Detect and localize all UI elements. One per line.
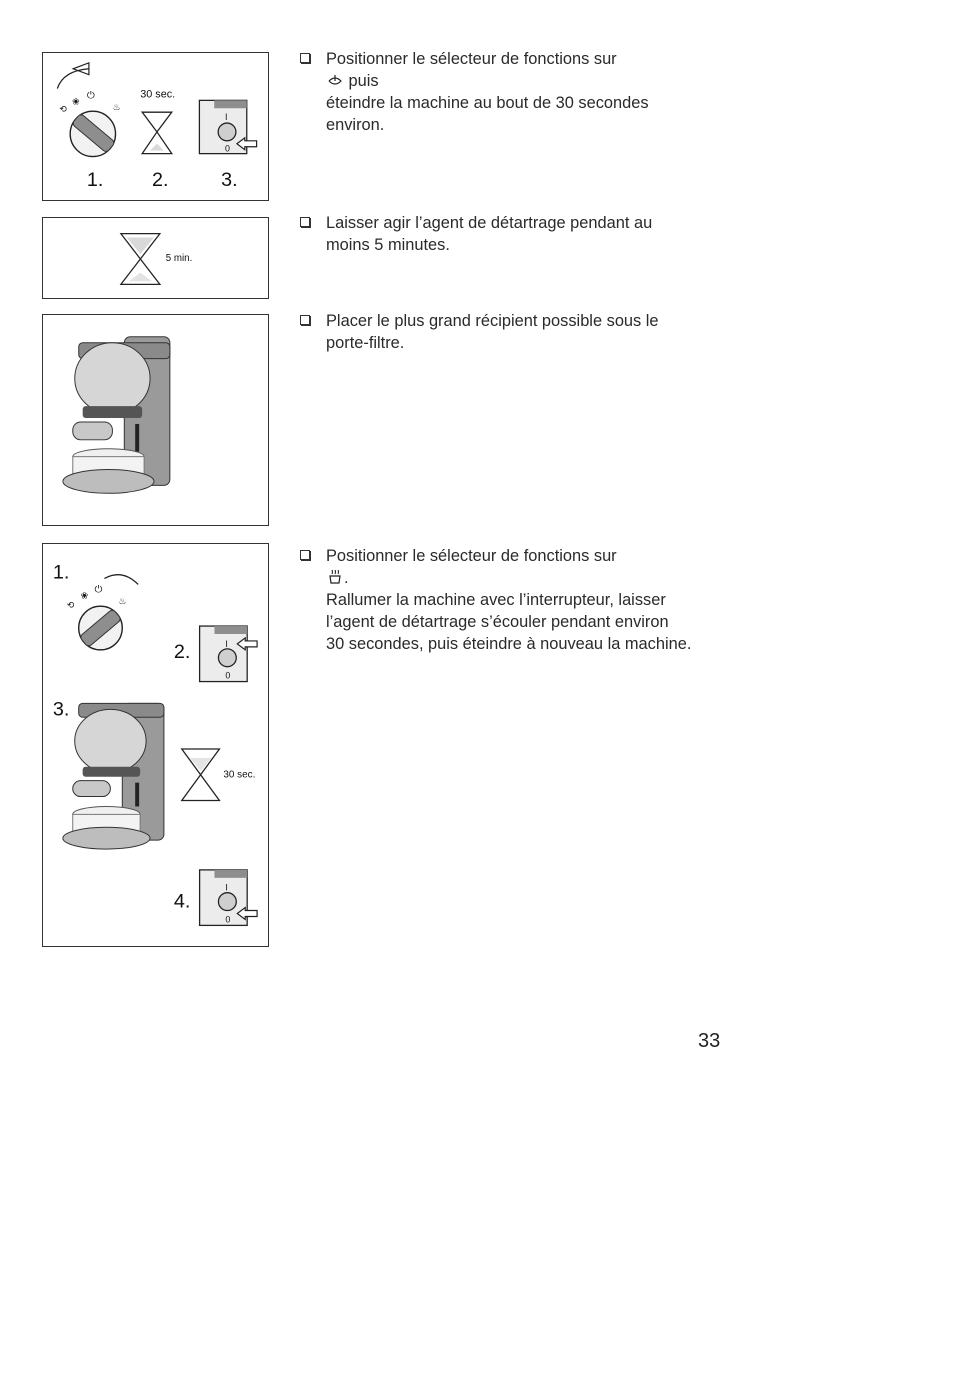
espresso-machine-icon xyxy=(43,315,268,525)
timer-label: 30 sec. xyxy=(223,769,256,781)
svg-text:1.: 1. xyxy=(52,561,70,584)
timer-label: 5 min. xyxy=(165,252,193,264)
svg-text:2.: 2. xyxy=(152,169,169,192)
svg-text:⏻: ⏻ xyxy=(86,90,95,102)
svg-text:3.: 3. xyxy=(221,169,238,192)
svg-text:2.: 2. xyxy=(173,640,191,663)
figure-turn-on-30-sec xyxy=(42,543,269,947)
hot-cup-icon xyxy=(326,568,344,586)
figure-switch-off-after-30-sec xyxy=(42,52,269,201)
espresso-machine-icon xyxy=(63,703,164,849)
figure-wait-5-min xyxy=(42,217,269,299)
step-3-instruction: Placer le plus grand récipient possible sous le porte-filtre. xyxy=(300,310,730,354)
svg-text:♨: ♨ xyxy=(112,102,121,113)
figure-4-illustration xyxy=(43,544,268,946)
step-1-instruction: Positionner le sélecteur de fonctions sur puis éteindre la machine au bout de 30 secondes environ. xyxy=(300,48,730,136)
svg-text:0: 0 xyxy=(225,143,230,154)
svg-text:1.: 1. xyxy=(86,169,104,192)
svg-text:0: 0 xyxy=(225,670,231,681)
svg-text:0: 0 xyxy=(225,914,231,925)
svg-text:❀: ❀ xyxy=(80,590,89,601)
step-4-instruction: Positionner le sélecteur de fonctions sur . Rallumer la machine avec l’interrupteur, laisser l’agent de détartrage s’écouler pendant environ 30 secondes, puis éteindre à nouveau la machine. xyxy=(300,545,730,655)
svg-text:I: I xyxy=(225,112,228,123)
svg-text:⟲: ⟲ xyxy=(59,104,67,115)
checkbox-bullet-icon xyxy=(300,550,310,560)
svg-text:❀: ❀ xyxy=(72,96,80,107)
svg-text:⏻: ⏻ xyxy=(94,584,103,596)
steam-off-icon xyxy=(326,73,344,89)
rotate-arrow-icon xyxy=(104,575,138,585)
checkbox-bullet-icon xyxy=(300,53,310,63)
svg-text:I: I xyxy=(225,638,228,649)
figure-place-container xyxy=(42,314,269,526)
page-number: 33 xyxy=(698,1030,721,1052)
svg-text:I: I xyxy=(225,882,228,893)
svg-text:3.: 3. xyxy=(52,698,70,721)
step-2-instruction: Laisser agir l’agent de détartrage pendant au moins 5 minutes. xyxy=(300,212,730,256)
svg-text:⟲: ⟲ xyxy=(66,600,75,611)
checkbox-bullet-icon xyxy=(300,217,310,227)
hourglass-icon xyxy=(182,749,220,801)
figure-2-illustration xyxy=(43,218,268,298)
svg-text:♨: ♨ xyxy=(118,596,127,607)
rotate-arrow-icon xyxy=(57,69,89,89)
figure-1-illustration xyxy=(43,53,268,200)
checkbox-bullet-icon xyxy=(300,315,310,325)
timer-label: 30 sec. xyxy=(140,88,176,101)
svg-text:4.: 4. xyxy=(173,890,191,913)
